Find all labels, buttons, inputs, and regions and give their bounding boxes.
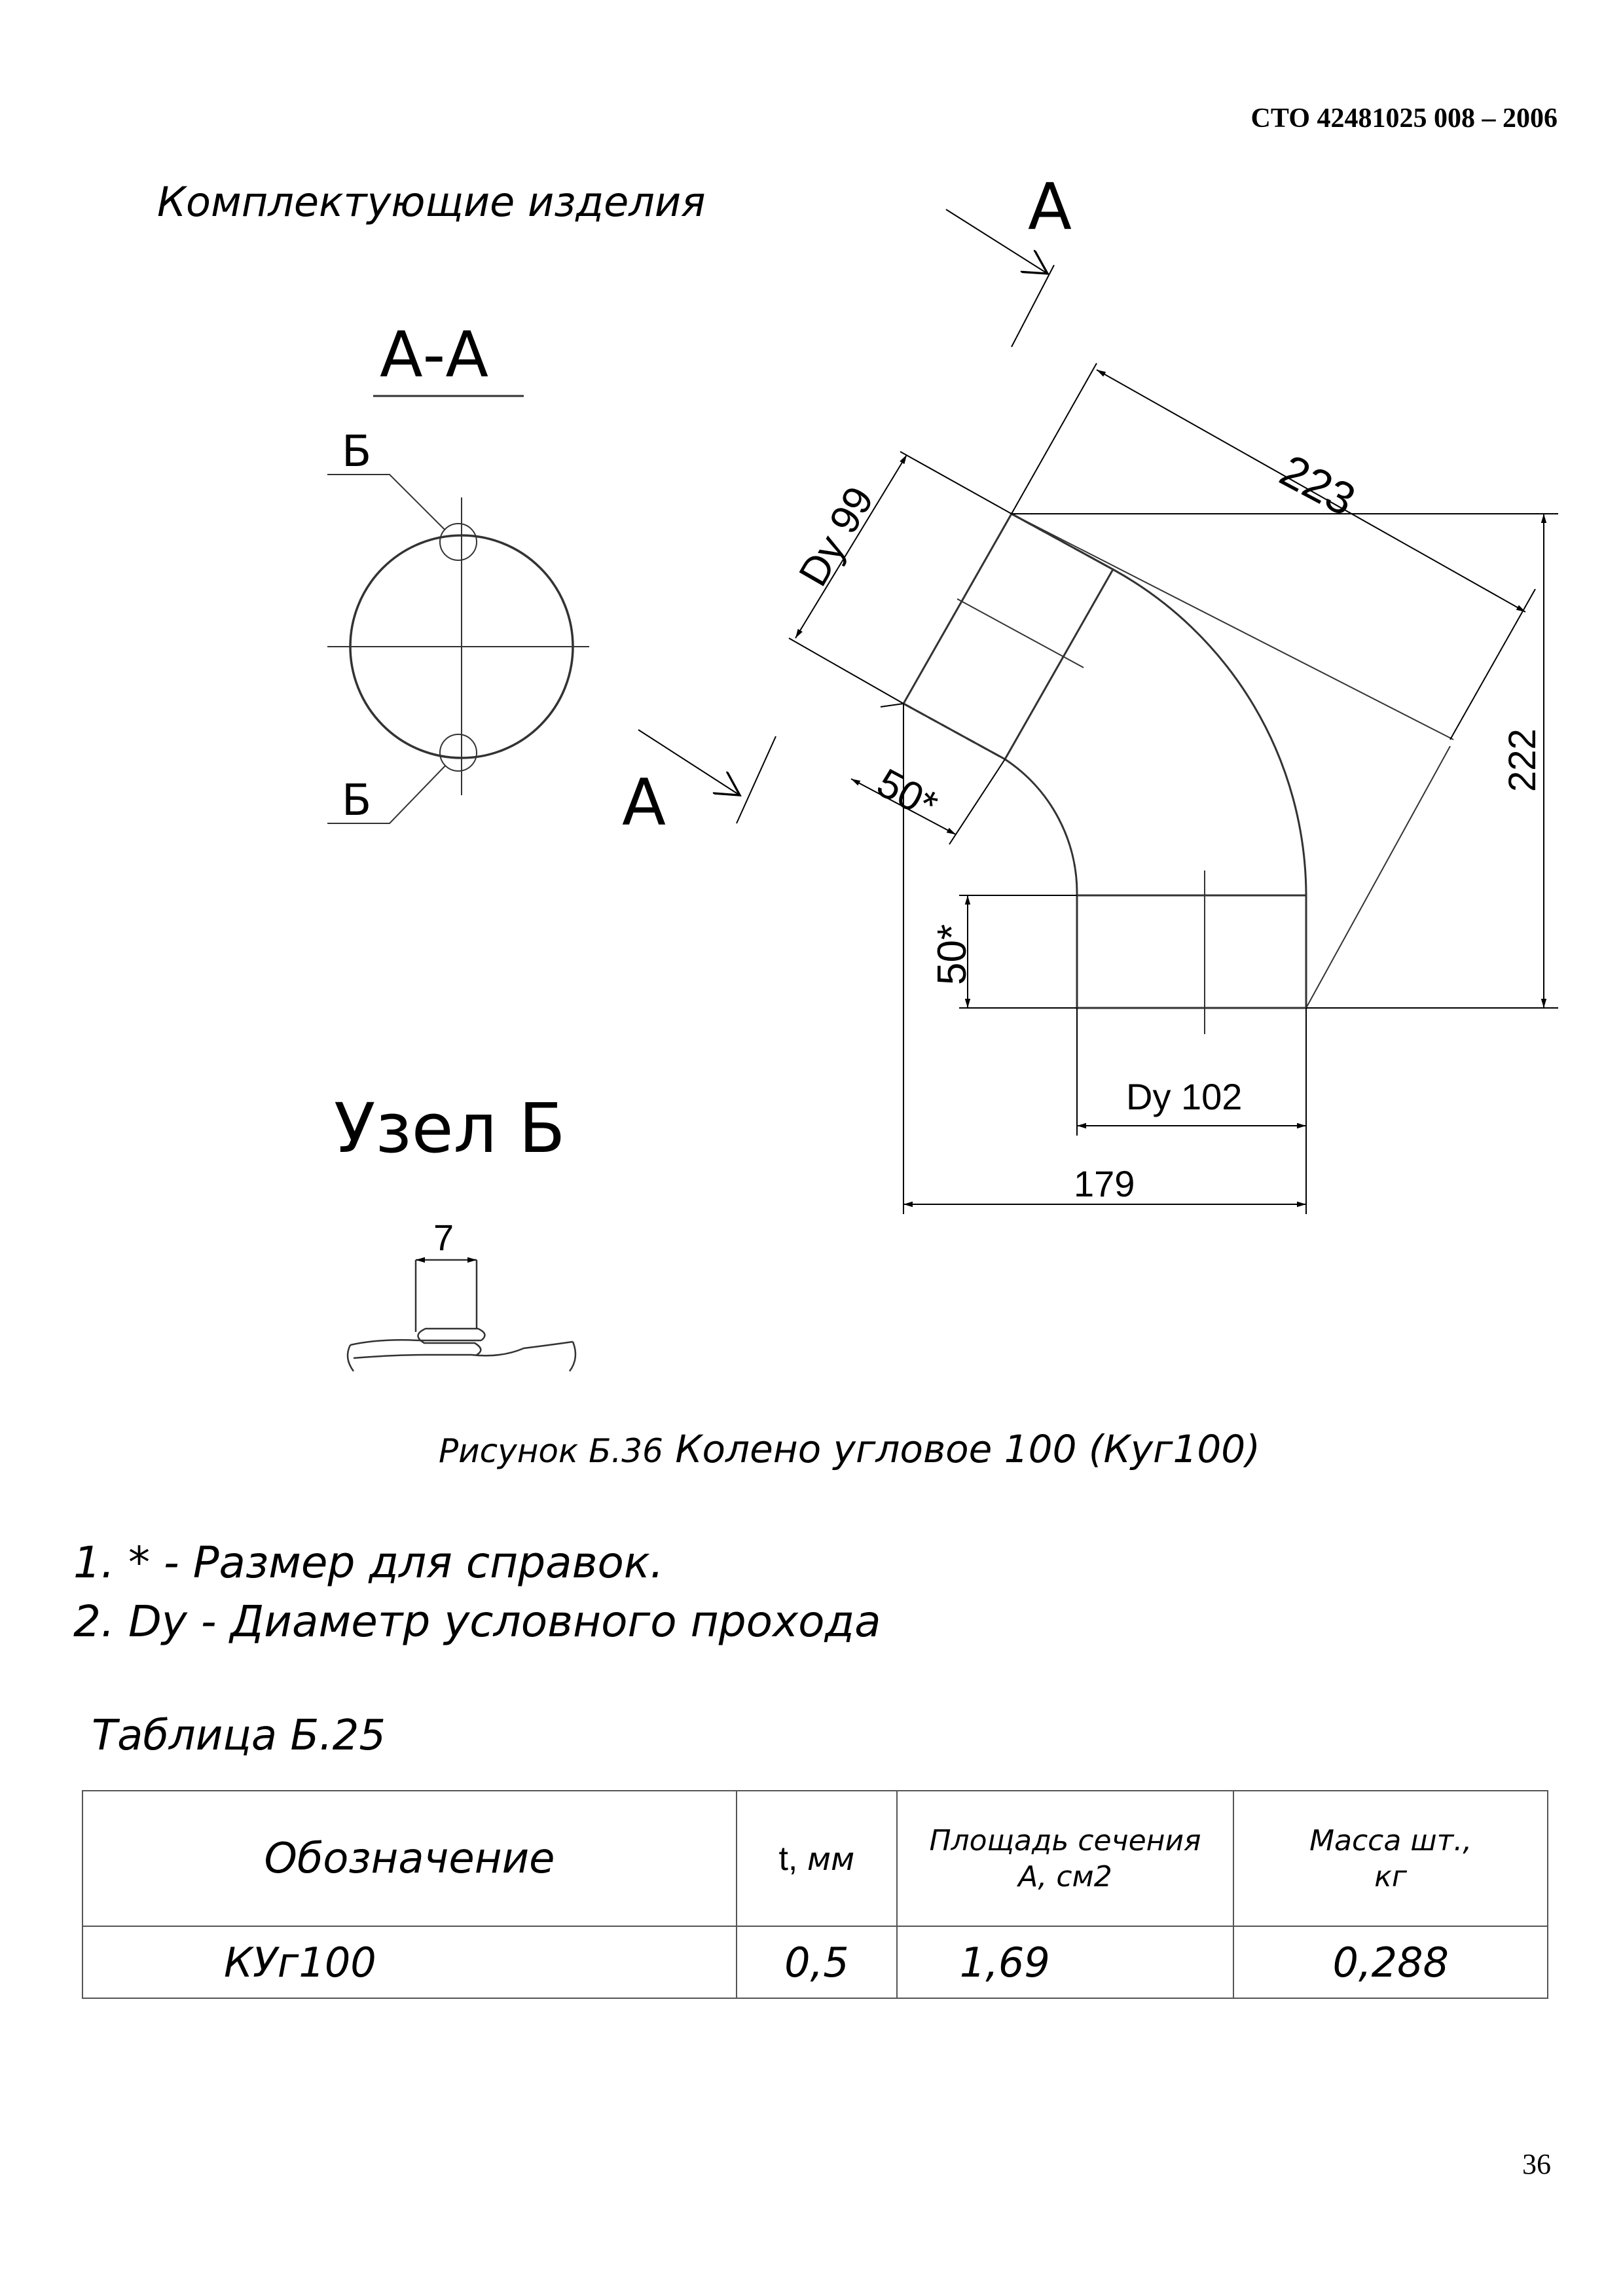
dim-diameter-bottom: Dy 102 <box>1126 1076 1243 1117</box>
figure-caption <box>439 1427 1260 1471</box>
seam-lower-sheet <box>354 1342 573 1358</box>
cell-designation: КУг100 <box>82 1926 737 1998</box>
node-label: Узел Б <box>334 1088 566 1168</box>
figure-caption-prefix: Рисунок Б.36 <box>439 1432 663 1470</box>
dim-width: 179 <box>1074 1163 1135 1204</box>
note-2: 2. Dy - Диаметр условного прохода <box>73 1596 881 1647</box>
dim-length-diagonal: 223 <box>1271 444 1364 526</box>
header-mass: Масса шт., кг <box>1233 1791 1548 1926</box>
upper-socket <box>903 514 1113 759</box>
document-code: СТО 42481025 008 – 2006 <box>1250 103 1558 134</box>
figure-caption-title: Колено угловое 100 (Куг100) <box>675 1427 1260 1471</box>
view-label-bottom: А <box>622 766 666 840</box>
note-1: 1. * - Размер для справок. <box>73 1537 664 1588</box>
dimensions <box>789 363 1558 1214</box>
cell-mass: 0,288 <box>1233 1926 1548 1998</box>
header-designation: Обозначение <box>82 1791 737 1926</box>
dim-socket-lower: 50* <box>930 924 975 985</box>
dim-diameter-top: Dy 99 <box>790 479 883 594</box>
node-b-circle-top <box>440 524 477 560</box>
section-title: Комплектующие изделия <box>157 178 706 226</box>
dim-height: 222 <box>1501 728 1544 792</box>
table-header-row <box>82 1791 1548 1926</box>
header-area: Площадь сечения А, см2 <box>897 1791 1234 1926</box>
header-thickness: t, мм <box>737 1791 897 1926</box>
seam-fold <box>418 1329 484 1355</box>
node-b-detail <box>334 1088 575 1371</box>
table-title: Таблица Б.25 <box>92 1712 386 1760</box>
outer-bend <box>1113 569 1306 895</box>
callout-b-bottom: Б <box>342 775 372 825</box>
callout-b-top: Б <box>342 426 372 476</box>
cell-area: 1,69 <box>897 1926 1234 1998</box>
table-row <box>82 1926 1548 1998</box>
leader-b-top <box>327 475 445 530</box>
elbow-view <box>903 514 1453 1034</box>
dim-seam-width: 7 <box>433 1217 454 1258</box>
inner-bend <box>1005 759 1077 895</box>
cell-thickness: 0,5 <box>737 1926 897 1998</box>
page-number: 36 <box>1522 2148 1551 2180</box>
section-label: А-А <box>380 318 488 391</box>
section-view-a-a <box>327 318 589 825</box>
node-b-circle-bottom <box>440 734 477 771</box>
spec-table <box>82 1790 1548 1999</box>
lower-socket <box>1077 895 1306 1008</box>
view-label-top: А <box>1028 170 1072 245</box>
dim-socket-upper: 50* <box>869 760 945 829</box>
